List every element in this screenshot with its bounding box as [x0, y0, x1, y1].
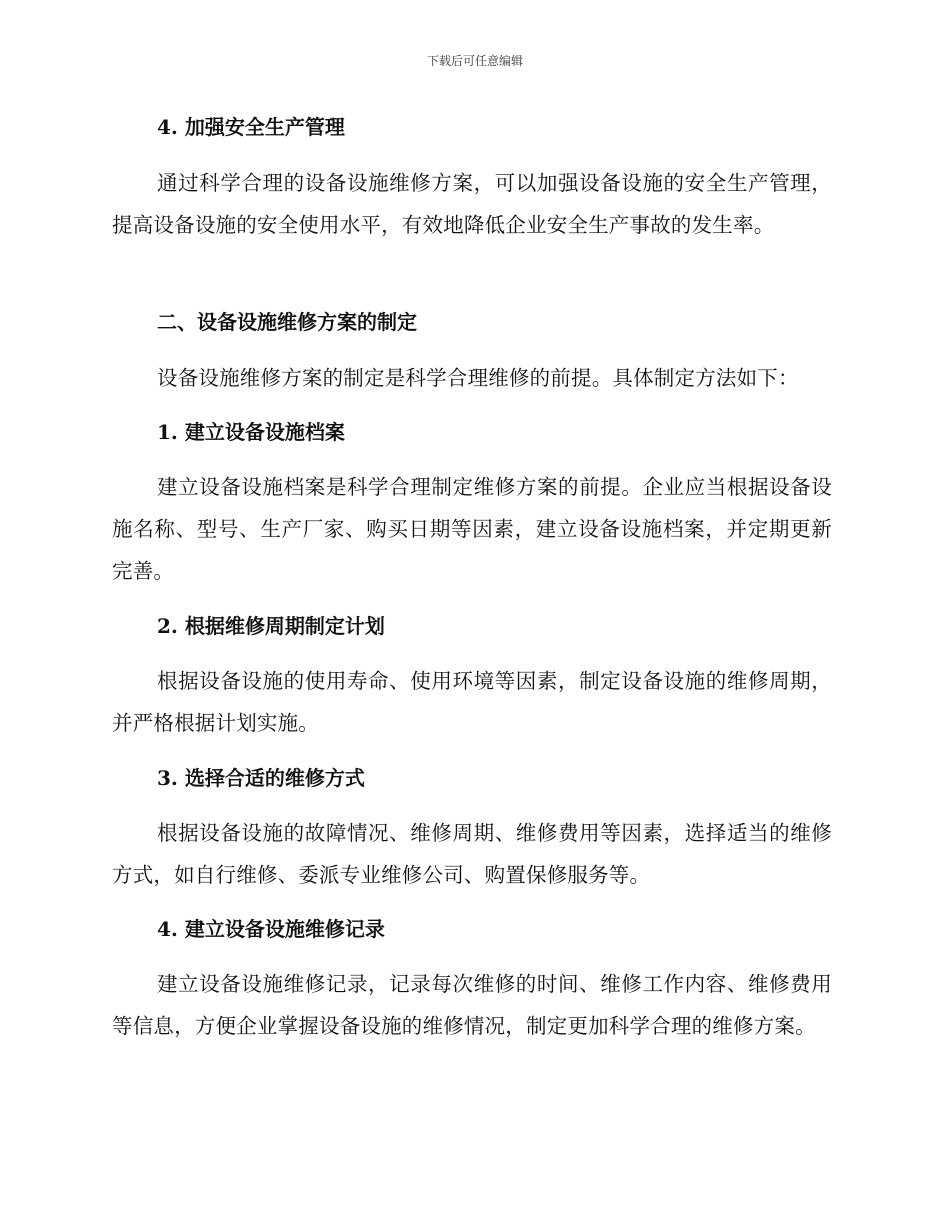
chapter-heading-plan-formulation: 二、设备设施维修方案的制定	[157, 310, 417, 334]
paragraph-plan-intro: 设备设施维修方案的制定是科学合理维修的前提。具体制定方法如下：	[157, 366, 799, 390]
paragraph-maintenance-cycle: 根据设备设施的使用寿命、使用环境等因素，制定设备设施的维修周期，并严格根据计划实施。	[112, 669, 832, 735]
section-heading-safety-management: 4. 加强安全生产管理	[157, 115, 345, 139]
paragraph-equipment-archive: 建立设备设施档案是科学合理制定维修方案的前提。企业应当根据设备设施名称、型号、生产厂家、购买日期等因素，建立设备设施档案，并定期更新完善。	[112, 475, 832, 583]
paragraph-maintenance-method: 根据设备设施的故障情况、维修周期、维修费用等因素，选择适当的维修方式，如自行维修、委派专业维修公司、购置保修服务等。	[112, 821, 832, 887]
section-heading-maintenance-method: 3. 选择合适的维修方式	[157, 766, 365, 790]
section-heading-equipment-archive: 1. 建立设备设施档案	[157, 420, 345, 444]
section-heading-maintenance-cycle: 2. 根据维修周期制定计划	[157, 614, 385, 638]
page-header: 下载后可任意编辑	[426, 54, 523, 68]
section-heading-maintenance-record: 4. 建立设备设施维修记录	[157, 917, 385, 941]
paragraph-maintenance-record: 建立设备设施维修记录，记录每次维修的时间、维修工作内容、维修费用等信息，方便企业掌握设备设施的维修情况，制定更加科学合理的维修方案。	[112, 972, 832, 1038]
paragraph-safety-management: 通过科学合理的设备设施维修方案，可以加强设备设施的安全生产管理，提高设备设施的安全使用水平，有效地降低企业安全生产事故的发生率。	[112, 171, 832, 237]
